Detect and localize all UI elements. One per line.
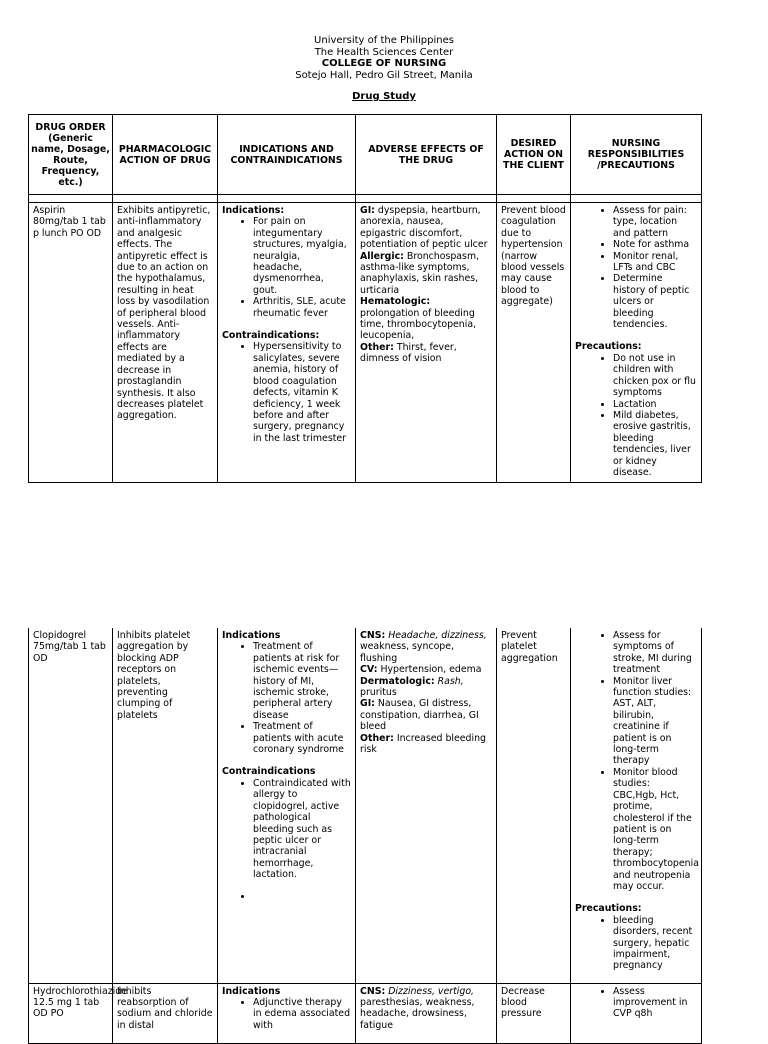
action-cell: Inhibits reabsorption of sodium and chloride in distal xyxy=(113,983,218,1043)
precautions-label: Precautions: xyxy=(575,903,642,915)
precaution-item: • Do not use in children with chicken pox or flu symptoms xyxy=(613,353,697,399)
table-row-clopidogrel xyxy=(29,628,702,983)
drug-order-cell: Aspirin 80mg/tab 1 tab p lunch PO OD xyxy=(29,203,113,483)
document-title: Drug Study xyxy=(352,91,416,102)
indications-label: Indications: xyxy=(222,205,285,216)
nursing-item: • Monitor blood studies: CBC,Hgb, Hct, protime, cholesterol if the patient is on long-term therapy; thrombocytopenia and neutropenia may occur. xyxy=(613,767,697,892)
col-header-nursing: NURSING RESPONSIBILITIES /PRECAUTIONS xyxy=(571,115,702,195)
table-row-hydrochlorothiazide xyxy=(29,983,702,1043)
adverse-effects-cell: CNS: Dizziness, vertigo, paresthesias, weakness, headache, drowsiness, fatigue xyxy=(356,983,497,1043)
indications-cell xyxy=(218,203,356,483)
drug-study-table xyxy=(28,114,702,483)
nursing-item: • Assess for symptoms of stroke, MI during treatment xyxy=(613,630,697,676)
adverse-effects-cell: CNS: Headache, dizziness, weakness, syncope, flushing CV: Hypertension, edema Dermatologic: Rash, pruritus GI: Nausea, GI distress, constipation, diarrhea, GI bleed Other: Increased bleeding risk xyxy=(356,628,497,983)
indication-item: • For pain on integumentary structures, myalgia, neuralgia, headache, dysmenorrhea, gout. xyxy=(253,216,351,296)
nursing-item: • Assess for pain: type, location and pattern xyxy=(613,205,697,239)
action-cell: Exhibits antipyretic, anti-inflammatory and analgesic effects. The antipyretic effect is due to an action on the hypothalamus, resulting in heat loss by vasodilation of peripheral blood vessels. Anti-inflammatory effects are mediated by a decrease in prostaglandin synthesis. It also decreases platelet aggregation. xyxy=(113,203,218,483)
col-header-indications: INDICATIONS AND CONTRAINDICATIONS xyxy=(218,115,356,195)
contraindications-label: Contraindications xyxy=(222,766,316,778)
indication-item: • Arthritis, SLE, acute rheumatic fever xyxy=(253,296,351,319)
contraindication-item: • Contraindicated with allergy to clopidogrel, active pathological bleeding such as peptic ulcer or intracranial hemorrhage, lactation. xyxy=(253,778,351,881)
nursing-item: • Monitor renal, LFTs and CBC xyxy=(613,251,697,274)
indications-label: Indications xyxy=(222,630,281,641)
nursing-item: • Determine history of peptic ulcers or bleeding tendencies. xyxy=(613,273,697,330)
desired-action-cell: Prevent blood coagulation due to hypertension (narrow blood vessels may cause blood to aggregate) xyxy=(497,203,571,483)
college-name: COLLEGE OF NURSING xyxy=(321,58,447,69)
indications-cell xyxy=(218,983,356,1043)
precaution-item: • Lactation xyxy=(613,399,697,410)
nursing-item: • Monitor liver function studies: AST, ALT, bilirubin, creatinine if patient is on long-term therapy xyxy=(613,676,697,767)
indications-label: Indications xyxy=(222,985,281,997)
contraindication-item xyxy=(253,891,351,902)
contraindication-item: • Hypersensitivity to salicylates, severe anemia, history of blood coagulation defects, vitamin K deficiency, 1 week before and after surgery, pregnancy in the last trimester xyxy=(253,341,351,444)
precaution-item: • Mild diabetes, erosive gastritis, bleeding tendencies, liver or kidney disease. xyxy=(613,410,697,478)
document-header xyxy=(0,35,768,81)
desired-action-cell: Prevent platelet aggregation xyxy=(497,628,571,983)
table-row-aspirin xyxy=(29,203,702,483)
indications-cell xyxy=(218,628,356,983)
nursing-item: • Assess improvement in CVP q8h xyxy=(613,986,697,1020)
col-header-pharmacologic-action: PHARMACOLOGIC ACTION OF DRUG xyxy=(113,115,218,195)
university-name: University of the Philippines xyxy=(314,35,454,46)
col-header-desired-action: DESIRED ACTION ON THE CLIENT xyxy=(497,115,571,195)
drug-order-cell: Clopidogrel 75mg/tab 1 tab OD xyxy=(29,628,113,983)
precautions-label: Precautions: xyxy=(575,341,642,353)
desired-action-cell: Decrease blood pressure xyxy=(497,983,571,1043)
spacer-row xyxy=(29,195,702,203)
address: Sotejo Hall, Pedro Gil Street, Manila xyxy=(295,69,473,81)
drug-study-table-continued xyxy=(28,628,702,1044)
indication-item: • Adjunctive therapy in edema associated with xyxy=(253,997,351,1031)
contraindications-label: Contraindications: xyxy=(222,330,320,342)
adverse-effects-cell: GI: dyspepsia, heartburn, anorexia, nausea, epigastric discomfort, potentiation of peptic ulcer Allergic: Bronchospasm, asthma-like symptoms, anaphylaxis, skin rashes, urticaria Hematologic: prolongation of bleeding time, thrombocytopenia, leucopenia, Other: Thirst, fever, dimness of vision xyxy=(356,203,497,483)
drug-order-cell: Hydrochlorothiazide 12.5 mg 1 tab OD PO xyxy=(29,983,113,1043)
col-header-drug-order: DRUG ORDER (Generic name, Dosage, Route, Frequency, etc.) xyxy=(29,115,113,195)
center-name: The Health Sciences Center xyxy=(314,46,454,58)
indication-item: • Treatment of patients at risk for ischemic events—history of MI, ischemic stroke, peripheral artery disease xyxy=(253,641,351,721)
table-header-row xyxy=(29,115,702,195)
action-cell: Inhibits platelet aggregation by blocking ADP receptors on platelets, preventing clumping of platelets xyxy=(113,628,218,983)
indication-item: • Treatment of patients with acute coronary syndrome xyxy=(253,721,351,755)
col-header-adverse-effects: ADVERSE EFFECTS OF THE DRUG xyxy=(356,115,497,195)
nursing-cell xyxy=(571,628,702,983)
precaution-item: • bleeding disorders, recent surgery, hepatic impairment, pregnancy xyxy=(613,915,697,972)
nursing-cell xyxy=(571,203,702,483)
nursing-cell xyxy=(571,983,702,1043)
nursing-item: • Note for asthma xyxy=(613,239,697,250)
